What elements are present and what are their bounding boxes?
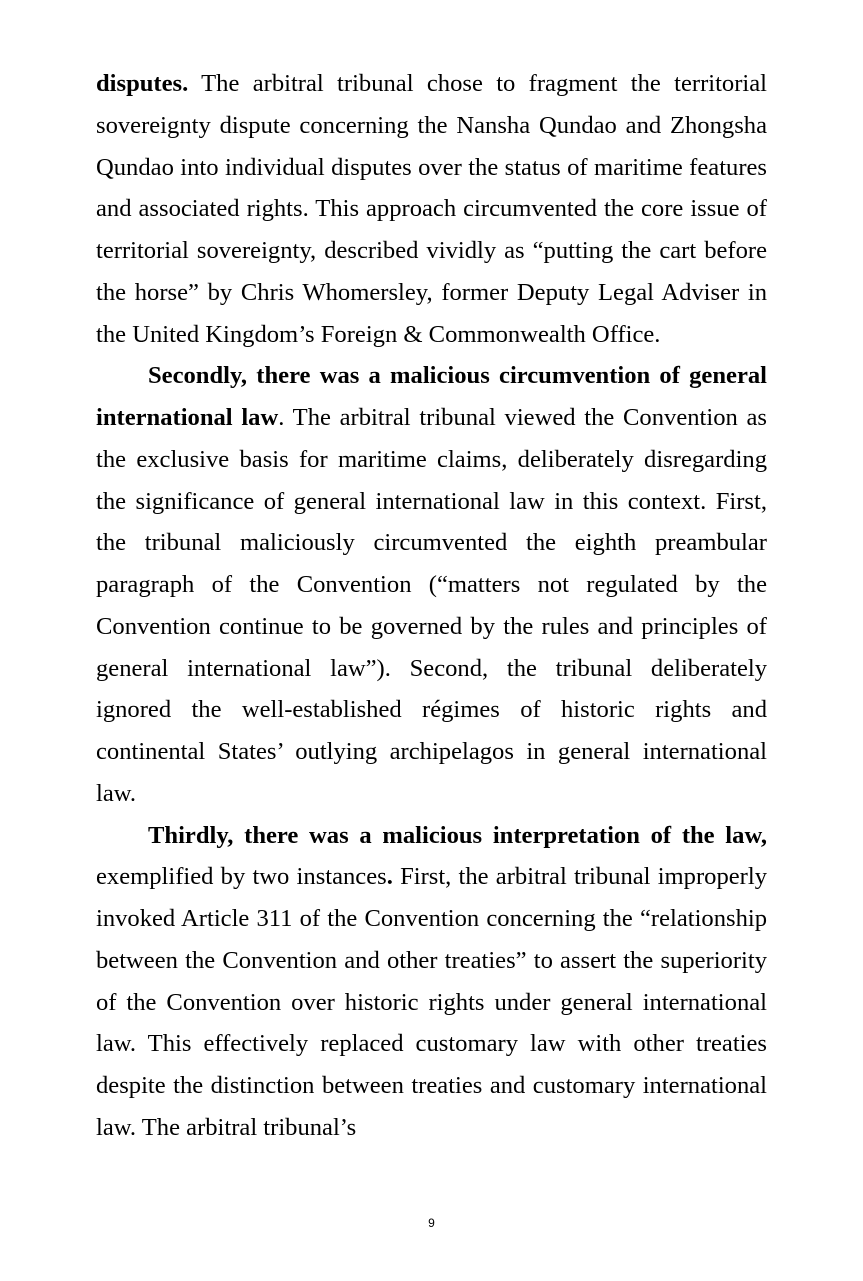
- paragraph-disputes: [96, 63, 767, 355]
- paragraph-lead: disputes.: [96, 70, 189, 97]
- paragraph-lead: Thirdly, there was a malicious interpretation of the law,: [148, 821, 767, 849]
- paragraph-thirdly: [96, 815, 767, 1149]
- paragraph-body: The arbitral tribunal chose to fragment the territorial sovereignty dispute concerning the Nansha Qundao and Zhongsha Qundao into individual disputes over the status of maritime features and associated rights. This approach circumvented the core issue of territorial sovereignty, described vividly as “putting the cart before the horse” by Chris Whomersley, former Deputy Legal Adviser in the United Kingdom’s Foreign & Commonwealth Office.: [96, 70, 767, 348]
- page-number: 9: [428, 1216, 435, 1230]
- paragraph-body: . The arbitral tribunal viewed the Convention as the exclusive basis for maritime claims, deliberately disregarding the significance of general international law in this context. First, the tribunal maliciously circumvented the eighth preambular paragraph of the Convention (“matters not regulated by the Convention continue to be governed by the rules and principles of general international law”). Second, the tribunal deliberately ignored the well-established régimes of historic rights and continental States’ outlying archipelagos in general international law.: [96, 404, 767, 807]
- paragraph-bold-period: .: [386, 863, 393, 891]
- paragraph-secondly: [96, 355, 767, 814]
- paragraph-body-continued: First, the arbitral tribunal improperly invoked Article 311 of the Convention concerning the “relationship between the Convention and other treaties” to assert the superiority of the Convention over historic rights under general international law. This effectively replaced customary law with other treaties despite the distinction between treaties and customary international law. The arbitral tribunal’s: [96, 863, 767, 1141]
- paragraph-body: exemplified by two instances: [96, 863, 387, 891]
- document-page: [96, 63, 767, 1149]
- paragraph-lead: Secondly, there was a malicious circumvention of general international law: [96, 362, 767, 431]
